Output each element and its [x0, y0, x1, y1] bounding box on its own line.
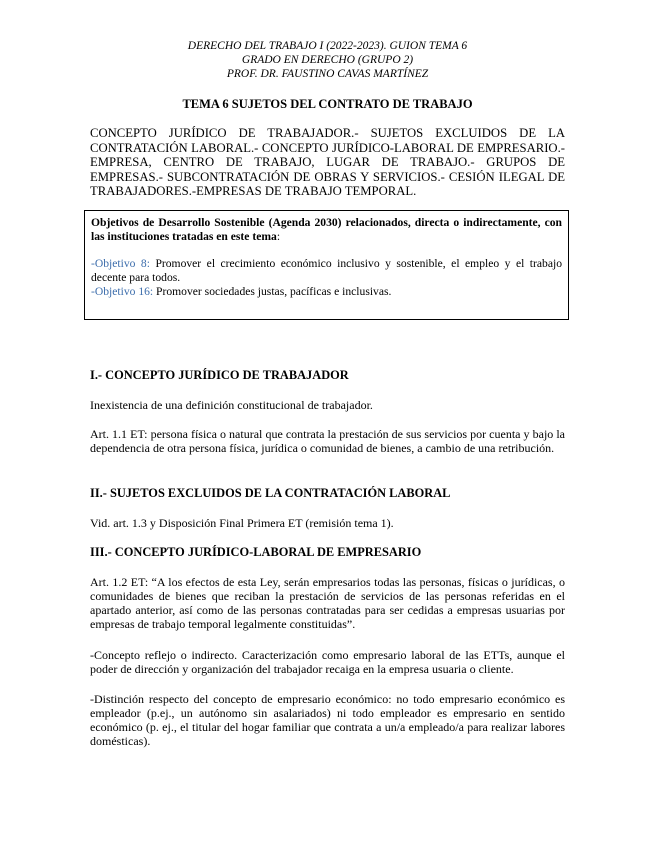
header-degree-line: GRADO EN DERECHO (GRUPO 2): [241, 54, 414, 66]
ods-objective-16-label: -Objetivo 16:: [91, 285, 154, 298]
header-professor-line: PROF. DR. FAUSTINO CAVAS MARTÍNEZ: [226, 68, 429, 80]
tema-title: TEMA 6 SUJETOS DEL CONTRATO DE TRABAJO: [182, 97, 473, 111]
tema-summary: CONCEPTO JURÍDICO DE TRABAJADOR.- SUJETOS EXCLUIDOS DE LA CONTRATACIÓN LABORAL.- CONCEPTO JURÍDICO-LABORAL DE EMPRESARIO.- EMPRESA, CENTRO DE TRABAJO, LUGAR DE TRABAJO.- GRUPOS DE EMPRESAS.- SUBCONTRATACIÓN DE OBRAS Y SERVICIOS.- CESIÓN ILEGAL DE TRABAJADORES.-EMPRESAS DE TRABAJO TEMPORAL.: [90, 126, 565, 199]
section-2-paragraph-1: Vid. art. 1.3 y Disposición Final Primera ET (remisión tema 1).: [90, 516, 394, 530]
section-3-paragraph-1: Art. 1.2 ET: “A los efectos de esta Ley, serán empresarios todas las personas, físicas o jurídicas, o comunidades de bienes que reciban la prestación de servicios de las personas referidas en el apartado anterior, así como de las personas contratadas para ser cedidas a empresas usuarias por empresas de trabajo temporal legalmente constituidas”.: [90, 575, 565, 631]
ods-heading-colon: :: [276, 230, 281, 243]
ods-heading: [91, 216, 562, 244]
ods-heading-text: Objetivos de Desarrollo Sostenible (Agenda 2030) relacionados, directa o indirectamente, con las instituciones tratadas en este tema: [91, 216, 562, 243]
ods-objective-16-text: Promover sociedades justas, pacíficas e inclusivas.: [153, 285, 392, 298]
ods-objective-16: [91, 285, 562, 299]
ods-objective-8-text: Promover el crecimiento económico inclusivo y sostenible, el empleo y el trabajo decente para todos.: [91, 257, 562, 284]
section-1-paragraph-2: Art. 1.1 ET: persona física o natural que contrata la prestación de sus servicios por cuenta y bajo la dependencia de otra persona física, jurídica o comunidad de bienes, a cambio de una retribución.: [90, 427, 565, 455]
section-1-title: I.- CONCEPTO JURÍDICO DE TRABAJADOR: [90, 368, 349, 382]
ods-objective-8-label: -Objetivo 8:: [91, 257, 150, 270]
ods-box: [84, 210, 569, 320]
section-2-title: II.- SUJETOS EXCLUIDOS DE LA CONTRATACIÓN LABORAL: [90, 486, 451, 500]
section-3-paragraph-2: -Concepto reflejo o indirecto. Caracterización como empresario laboral de las ETTs, aunque el poder de dirección y organización del trabajador recaiga en la empresa usuaria o cliente.: [90, 648, 565, 676]
ods-objective-8: [91, 257, 562, 285]
section-1-paragraph-1: Inexistencia de una definición constitucional de trabajador.: [90, 398, 373, 412]
section-3-paragraph-3: -Distinción respecto del concepto de empresario económico: no todo empresario económico es empleador (p.ej., un autónomo sin asalariados) ni todo empleador es empresario en sentido económico (p. ej., el titular del hogar familiar que contrata a un/a empleado/a para realizar labores domésticas).: [90, 692, 565, 748]
section-3-title: III.- CONCEPTO JURÍDICO-LABORAL DE EMPRESARIO: [90, 545, 422, 559]
header-course-line: DERECHO DEL TRABAJO I (2022-2023). GUION TEMA 6: [187, 40, 468, 52]
